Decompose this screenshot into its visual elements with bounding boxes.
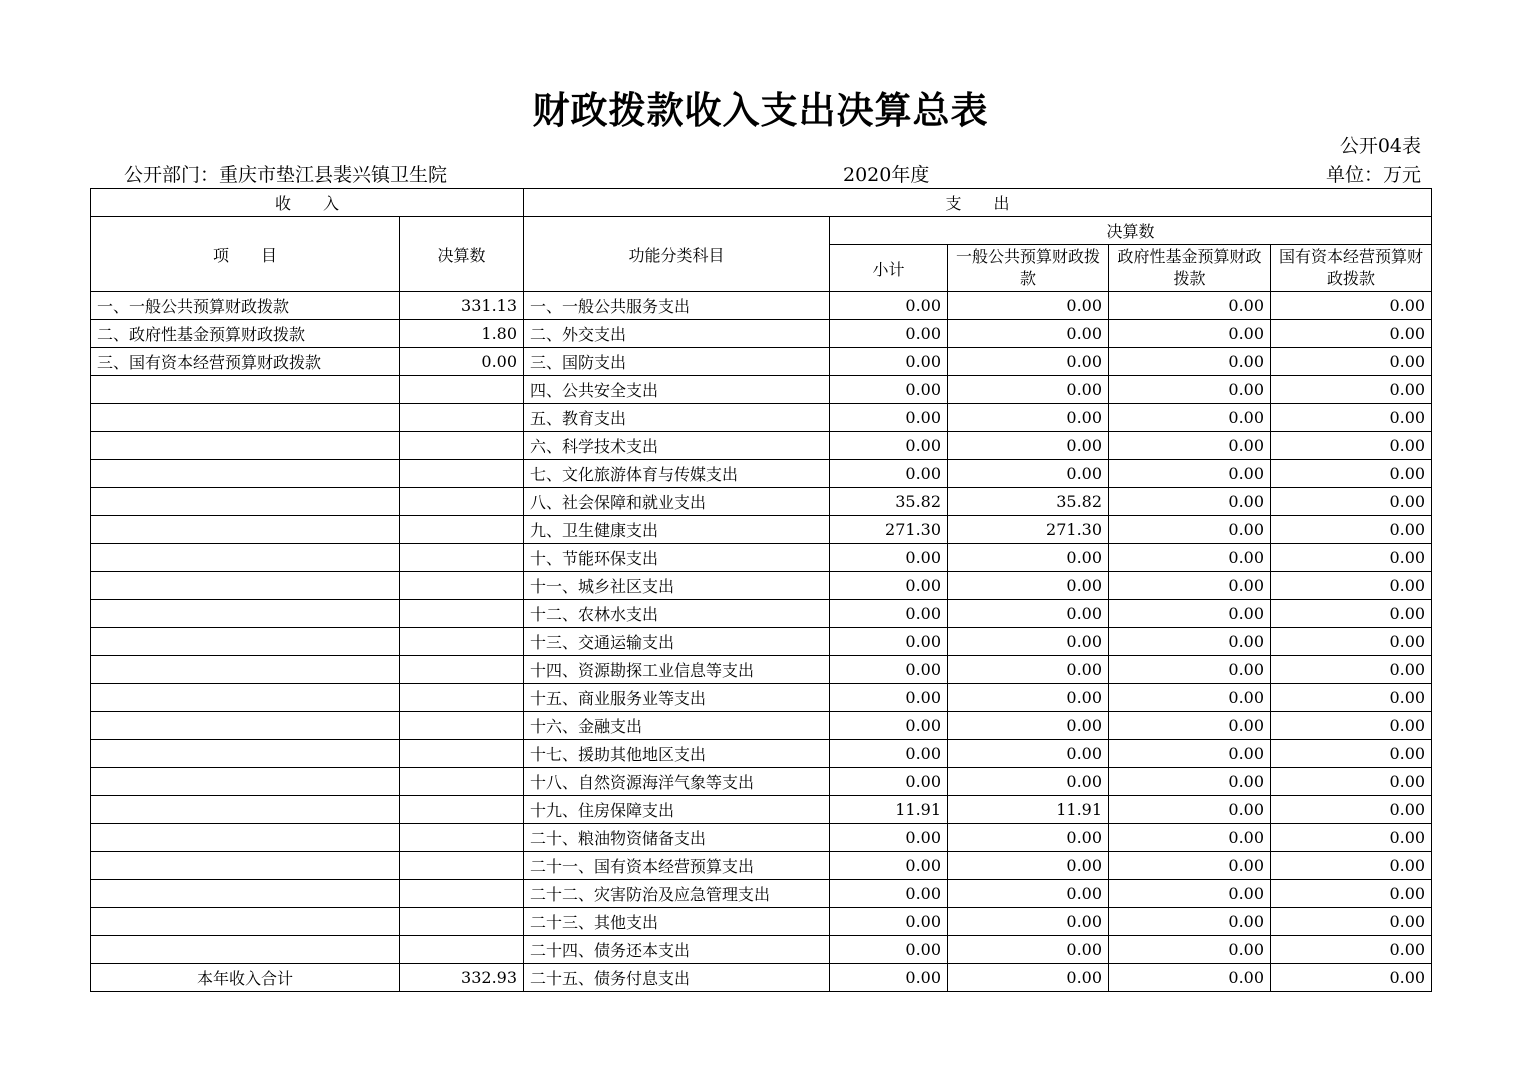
expense-gov-fund: 0.00 xyxy=(1109,936,1271,964)
expense-state-capital: 0.00 xyxy=(1271,432,1432,460)
income-amount-empty xyxy=(400,628,524,656)
expense-gov-fund: 0.00 xyxy=(1109,292,1271,320)
expense-state-capital: 0.00 xyxy=(1271,348,1432,376)
expense-state-capital: 0.00 xyxy=(1271,740,1432,768)
expense-category: 四、公共安全支出 xyxy=(524,376,830,404)
expense-category: 二、外交支出 xyxy=(524,320,830,348)
table-row xyxy=(91,740,1432,768)
expense-subtotal: 0.00 xyxy=(830,740,948,768)
expense-general-budget: 0.00 xyxy=(948,656,1109,684)
expense-subtotal: 0.00 xyxy=(830,628,948,656)
expense-general-budget: 0.00 xyxy=(948,628,1109,656)
expense-state-capital: 0.00 xyxy=(1271,516,1432,544)
table-row xyxy=(91,964,1432,992)
table-row xyxy=(91,432,1432,460)
expense-subtotal: 0.00 xyxy=(830,600,948,628)
expense-general-budget: 0.00 xyxy=(948,908,1109,936)
expense-gov-fund: 0.00 xyxy=(1109,824,1271,852)
income-item-empty xyxy=(91,740,400,768)
form-number: 公开04表 xyxy=(1339,135,1421,157)
expense-gov-fund: 0.00 xyxy=(1109,404,1271,432)
expense-general-budget: 271.30 xyxy=(948,516,1109,544)
expense-subtotal: 0.00 xyxy=(830,824,948,852)
income-amount-empty xyxy=(400,460,524,488)
table-row xyxy=(91,796,1432,824)
table-row xyxy=(91,516,1432,544)
expense-gov-fund: 0.00 xyxy=(1109,572,1271,600)
table-row xyxy=(91,768,1432,796)
expense-general-budget: 0.00 xyxy=(948,768,1109,796)
table-row xyxy=(91,936,1432,964)
income-amount-empty xyxy=(400,740,524,768)
expense-general-budget: 0.00 xyxy=(948,740,1109,768)
income-item-empty xyxy=(91,852,400,880)
expense-gov-fund: 0.00 xyxy=(1109,432,1271,460)
amount-header: 决算数 xyxy=(400,217,524,292)
income-amount-empty xyxy=(400,656,524,684)
expense-gov-fund: 0.00 xyxy=(1109,516,1271,544)
expense-gov-fund: 0.00 xyxy=(1109,656,1271,684)
income-item: 二、政府性基金预算财政拨款 xyxy=(91,320,400,348)
income-item-empty xyxy=(91,628,400,656)
table-row xyxy=(91,684,1432,712)
fiscal-year: 2020年度 xyxy=(843,164,930,186)
expense-subtotal: 0.00 xyxy=(830,460,948,488)
gov-fund-header: 政府性基金预算财政拨款 xyxy=(1109,245,1271,292)
expense-subtotal: 0.00 xyxy=(830,908,948,936)
income-item-empty xyxy=(91,936,400,964)
expense-general-budget: 0.00 xyxy=(948,544,1109,572)
expense-category: 二十五、债务付息支出 xyxy=(524,964,830,992)
table-row xyxy=(91,488,1432,516)
report-title: 财政拨款收入支出决算总表 xyxy=(532,89,989,132)
expense-subtotal: 0.00 xyxy=(830,656,948,684)
income-amount: 331.13 xyxy=(400,292,524,320)
income-item-empty xyxy=(91,768,400,796)
expense-subtotal: 0.00 xyxy=(830,320,948,348)
table-row xyxy=(91,908,1432,936)
subtotal-header: 小计 xyxy=(830,245,948,292)
table-row xyxy=(91,376,1432,404)
expense-category: 二十三、其他支出 xyxy=(524,908,830,936)
income-item-empty xyxy=(91,600,400,628)
final-amount-header: 决算数 xyxy=(830,217,1432,245)
expense-subtotal: 0.00 xyxy=(830,712,948,740)
expense-gov-fund: 0.00 xyxy=(1109,460,1271,488)
expense-general-budget: 0.00 xyxy=(948,460,1109,488)
expense-state-capital: 0.00 xyxy=(1271,964,1432,992)
expense-category: 六、科学技术支出 xyxy=(524,432,830,460)
expense-category: 九、卫生健康支出 xyxy=(524,516,830,544)
income-item-empty xyxy=(91,824,400,852)
expense-general-budget: 0.00 xyxy=(948,404,1109,432)
expense-state-capital: 0.00 xyxy=(1271,488,1432,516)
table-row xyxy=(91,656,1432,684)
income-total-label: 本年收入合计 xyxy=(91,964,400,992)
expense-general-budget: 0.00 xyxy=(948,292,1109,320)
expense-subtotal: 0.00 xyxy=(830,684,948,712)
expense-subtotal: 0.00 xyxy=(830,292,948,320)
expense-gov-fund: 0.00 xyxy=(1109,740,1271,768)
expense-subtotal: 0.00 xyxy=(830,936,948,964)
expense-category: 十六、金融支出 xyxy=(524,712,830,740)
expense-general-budget: 0.00 xyxy=(948,432,1109,460)
table-row xyxy=(91,600,1432,628)
income-amount: 0.00 xyxy=(400,348,524,376)
expense-state-capital: 0.00 xyxy=(1271,684,1432,712)
expense-state-capital: 0.00 xyxy=(1271,936,1432,964)
item-header: 项 目 xyxy=(91,217,400,292)
income-amount-empty xyxy=(400,544,524,572)
income-amount-empty xyxy=(400,516,524,544)
header-row-2 xyxy=(91,217,1432,245)
income-item-empty xyxy=(91,656,400,684)
expense-gov-fund: 0.00 xyxy=(1109,348,1271,376)
income-item-empty xyxy=(91,376,400,404)
expense-subtotal: 0.00 xyxy=(830,432,948,460)
income-total-amount: 332.93 xyxy=(400,964,524,992)
department-label: 公开部门：重庆市垫江县裴兴镇卫生院 xyxy=(124,164,448,186)
expense-gov-fund: 0.00 xyxy=(1109,488,1271,516)
expense-general-budget: 0.00 xyxy=(948,348,1109,376)
expense-general-budget: 0.00 xyxy=(948,880,1109,908)
expense-state-capital: 0.00 xyxy=(1271,600,1432,628)
expense-gov-fund: 0.00 xyxy=(1109,320,1271,348)
income-amount-empty xyxy=(400,404,524,432)
expense-gov-fund: 0.00 xyxy=(1109,880,1271,908)
table-row xyxy=(91,712,1432,740)
income-item-empty xyxy=(91,432,400,460)
expense-state-capital: 0.00 xyxy=(1271,796,1432,824)
unit-label: 单位：万元 xyxy=(1325,164,1421,186)
expense-category: 十七、援助其他地区支出 xyxy=(524,740,830,768)
expense-state-capital: 0.00 xyxy=(1271,292,1432,320)
expense-state-capital: 0.00 xyxy=(1271,544,1432,572)
expense-category: 十四、资源勘探工业信息等支出 xyxy=(524,656,830,684)
expense-state-capital: 0.00 xyxy=(1271,824,1432,852)
expense-state-capital: 0.00 xyxy=(1271,656,1432,684)
expense-category: 五、教育支出 xyxy=(524,404,830,432)
expense-category: 十二、农林水支出 xyxy=(524,600,830,628)
income-item-empty xyxy=(91,908,400,936)
expense-general-budget: 0.00 xyxy=(948,824,1109,852)
expense-subtotal: 0.00 xyxy=(830,852,948,880)
expense-subtotal: 0.00 xyxy=(830,572,948,600)
expense-subtotal: 0.00 xyxy=(830,768,948,796)
table-row xyxy=(91,292,1432,320)
expense-gov-fund: 0.00 xyxy=(1109,684,1271,712)
income-amount: 1.80 xyxy=(400,320,524,348)
income-amount-empty xyxy=(400,880,524,908)
income-amount-empty xyxy=(400,768,524,796)
expense-general-budget: 11.91 xyxy=(948,796,1109,824)
income-item-empty xyxy=(91,712,400,740)
expense-general-budget: 0.00 xyxy=(948,936,1109,964)
expense-general-budget: 0.00 xyxy=(948,376,1109,404)
expense-state-capital: 0.00 xyxy=(1271,320,1432,348)
income-item-empty xyxy=(91,460,400,488)
expense-gov-fund: 0.00 xyxy=(1109,964,1271,992)
income-amount-empty xyxy=(400,852,524,880)
income-item-empty xyxy=(91,544,400,572)
table-row xyxy=(91,572,1432,600)
expense-general-budget: 0.00 xyxy=(948,600,1109,628)
income-amount-empty xyxy=(400,796,524,824)
table-row xyxy=(91,320,1432,348)
expense-gov-fund: 0.00 xyxy=(1109,600,1271,628)
expense-general-budget: 0.00 xyxy=(948,572,1109,600)
state-capital-header: 国有资本经营预算财政拨款 xyxy=(1271,245,1432,292)
expense-state-capital: 0.00 xyxy=(1271,376,1432,404)
income-header: 收 入 xyxy=(91,189,524,217)
income-item-empty xyxy=(91,572,400,600)
income-amount-empty xyxy=(400,936,524,964)
expense-category: 二十四、债务还本支出 xyxy=(524,936,830,964)
general-budget-header: 一般公共预算财政拨款 xyxy=(948,245,1109,292)
income-amount-empty xyxy=(400,488,524,516)
expense-category: 十、节能环保支出 xyxy=(524,544,830,572)
expense-state-capital: 0.00 xyxy=(1271,572,1432,600)
table-row xyxy=(91,348,1432,376)
income-amount-empty xyxy=(400,600,524,628)
expense-category: 二十、粮油物资储备支出 xyxy=(524,824,830,852)
income-amount-empty xyxy=(400,432,524,460)
expense-subtotal: 35.82 xyxy=(830,488,948,516)
expense-general-budget: 0.00 xyxy=(948,852,1109,880)
expense-category: 十八、自然资源海洋气象等支出 xyxy=(524,768,830,796)
expense-category: 十九、住房保障支出 xyxy=(524,796,830,824)
expense-subtotal: 0.00 xyxy=(830,964,948,992)
expense-gov-fund: 0.00 xyxy=(1109,852,1271,880)
expense-subtotal: 0.00 xyxy=(830,404,948,432)
expense-state-capital: 0.00 xyxy=(1271,460,1432,488)
income-item-empty xyxy=(91,516,400,544)
expense-gov-fund: 0.00 xyxy=(1109,628,1271,656)
income-item: 一、一般公共预算财政拨款 xyxy=(91,292,400,320)
expense-category: 三、国防支出 xyxy=(524,348,830,376)
income-item-empty xyxy=(91,488,400,516)
table-row xyxy=(91,544,1432,572)
expense-gov-fund: 0.00 xyxy=(1109,712,1271,740)
income-item-empty xyxy=(91,796,400,824)
expense-general-budget: 0.00 xyxy=(948,964,1109,992)
table-row xyxy=(91,824,1432,852)
expense-category: 十五、商业服务业等支出 xyxy=(524,684,830,712)
header-row-1 xyxy=(91,189,1432,217)
expense-subtotal: 271.30 xyxy=(830,516,948,544)
expense-general-budget: 35.82 xyxy=(948,488,1109,516)
income-amount-empty xyxy=(400,712,524,740)
income-item-empty xyxy=(91,880,400,908)
expense-subtotal: 0.00 xyxy=(830,376,948,404)
income-item-empty xyxy=(91,404,400,432)
income-amount-empty xyxy=(400,572,524,600)
expense-general-budget: 0.00 xyxy=(948,712,1109,740)
expense-subtotal: 0.00 xyxy=(830,880,948,908)
income-amount-empty xyxy=(400,824,524,852)
expense-category: 二十二、灾害防治及应急管理支出 xyxy=(524,880,830,908)
expense-state-capital: 0.00 xyxy=(1271,852,1432,880)
expense-category: 一、一般公共服务支出 xyxy=(524,292,830,320)
expense-gov-fund: 0.00 xyxy=(1109,908,1271,936)
expense-gov-fund: 0.00 xyxy=(1109,796,1271,824)
table-row xyxy=(91,628,1432,656)
income-item-empty xyxy=(91,684,400,712)
expense-gov-fund: 0.00 xyxy=(1109,768,1271,796)
expense-header: 支 出 xyxy=(524,189,1432,217)
expense-category: 二十一、国有资本经营预算支出 xyxy=(524,852,830,880)
table-row xyxy=(91,880,1432,908)
expense-general-budget: 0.00 xyxy=(948,320,1109,348)
expense-gov-fund: 0.00 xyxy=(1109,544,1271,572)
expense-state-capital: 0.00 xyxy=(1271,880,1432,908)
expense-category: 七、文化旅游体育与传媒支出 xyxy=(524,460,830,488)
function-category-header: 功能分类科目 xyxy=(524,217,830,292)
income-amount-empty xyxy=(400,908,524,936)
expense-state-capital: 0.00 xyxy=(1271,768,1432,796)
settlement-table xyxy=(90,188,1432,992)
expense-subtotal: 0.00 xyxy=(830,544,948,572)
income-item: 三、国有资本经营预算财政拨款 xyxy=(91,348,400,376)
expense-gov-fund: 0.00 xyxy=(1109,376,1271,404)
expense-state-capital: 0.00 xyxy=(1271,712,1432,740)
expense-subtotal: 11.91 xyxy=(830,796,948,824)
expense-category: 八、社会保障和就业支出 xyxy=(524,488,830,516)
income-amount-empty xyxy=(400,376,524,404)
expense-state-capital: 0.00 xyxy=(1271,628,1432,656)
income-amount-empty xyxy=(400,684,524,712)
table-row xyxy=(91,404,1432,432)
expense-general-budget: 0.00 xyxy=(948,684,1109,712)
expense-category: 十三、交通运输支出 xyxy=(524,628,830,656)
expense-state-capital: 0.00 xyxy=(1271,404,1432,432)
expense-subtotal: 0.00 xyxy=(830,348,948,376)
expense-category: 十一、城乡社区支出 xyxy=(524,572,830,600)
table-row xyxy=(91,852,1432,880)
table-row xyxy=(91,460,1432,488)
expense-state-capital: 0.00 xyxy=(1271,908,1432,936)
